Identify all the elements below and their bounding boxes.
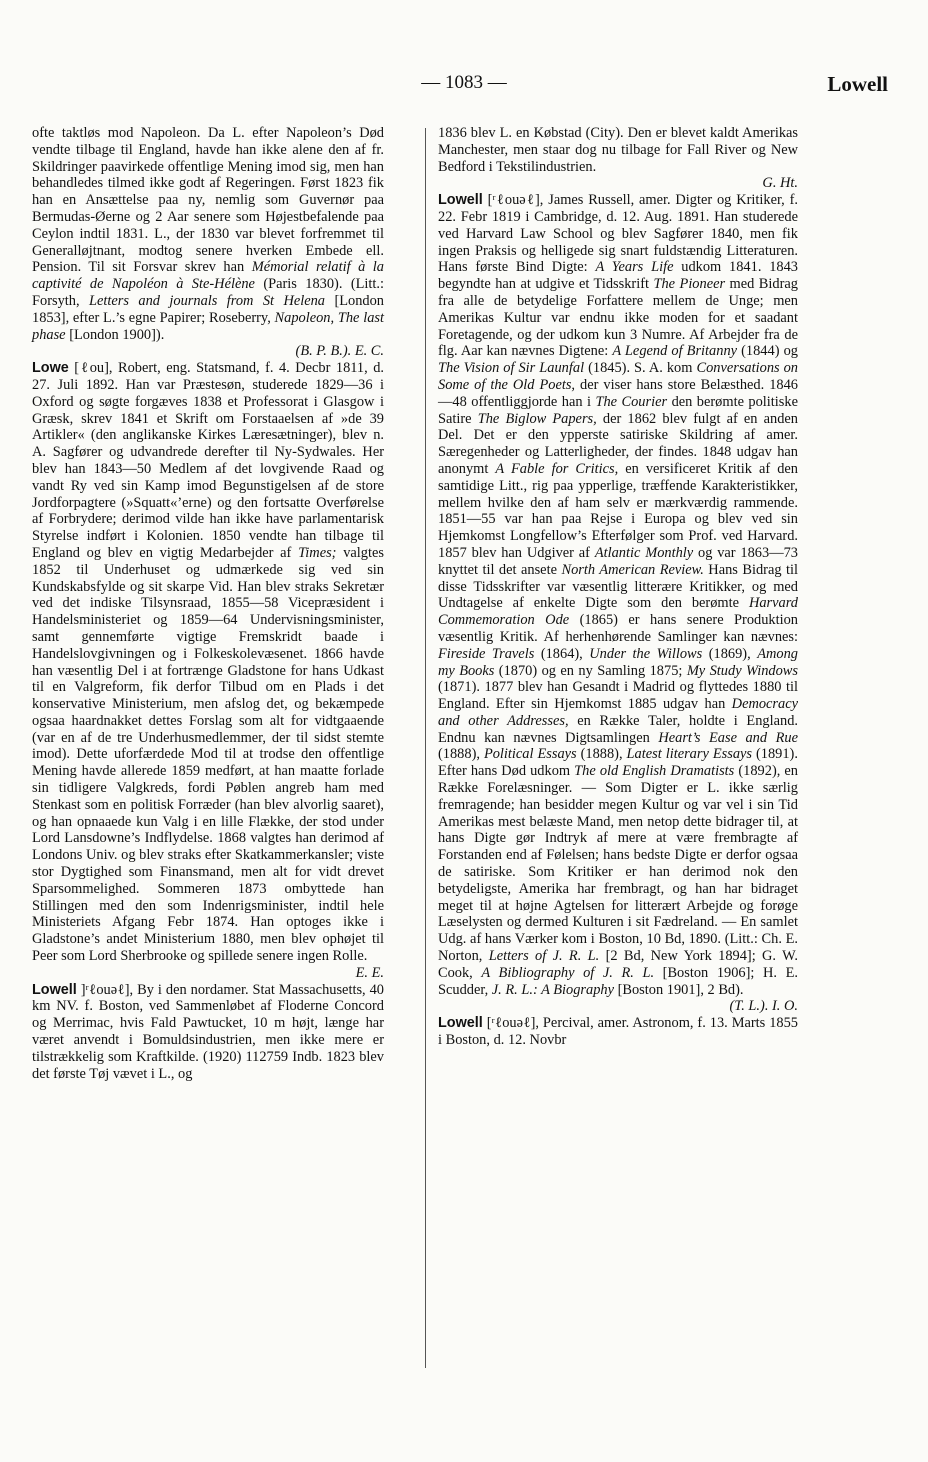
running-head: Lowell (827, 72, 888, 96)
entry-percival-lowell: Lowell [ʳℓouəℓ], Percival, amer. Astronom, f. 13. Marts 1855 i Boston, d. 12. Novbr (438, 1015, 798, 1049)
page-number: — 1083 — (421, 72, 507, 93)
signature: E. E. (355, 964, 384, 981)
entry-lowell-city: Lowell ]ʳℓouəℓ], By i den nordamer. Stat Massachusetts, 40 km NV. f. Boston, ved Sammenløbet af Floderne Concord og Merrimac, hvis Fald Pawtucket, 10 m højt, længe har været anvendt i Bomuldsindustrien, men ikke mere er tilstrækkelig som Kraftkilde. (1920) 112759 Indb. 1823 blev det første Tøj vævet i L., og (32, 981, 385, 1082)
signature: G. Ht. (762, 175, 798, 192)
headword: Lowell (438, 1015, 483, 1032)
headword: Lowe (32, 360, 69, 377)
entry-lowe: Lowe [ℓou], Robert, eng. Statsmand, f. 4. Decbr 1811, d. 27. Juli 1892. Han var Præstesøn, studerede 1829—36 i Oxford og søgte forgæves 1838 et Professorat i Glasgow i Græsk, skrev 1841 et Skrift om Forstaaelsen af »de 39 Artikler« (den anglikanske Kirkes Læresætninger), blev n. A. Sagfører og udvandrede derefter til Ny-Sydwales. Her blev han 1843—50 Medlem af det lovgivende Raad og vandt Ry ved sin Kamp imod Begunstigelsen af de store Jordforpagtere (»Squatt«’erne) og den fortsatte Overførelse af Forbrydere; derimod vilde han ikke have parlamentarisk Styrelse indført i Kolonien. 1850 vendte han tilbage til England og blev en vigtig Medarbejder af Times; valgtes 1852 til Underhuset og udmærkede sig ved sin Kundskabsfylde og sit skarpe Vid. Han blev straks Sekretær ved det indiske Tilsynsraad, 1855—58 Vicepræsident i Handelsministeriet og 1859—64 Undervisningsminister, samt gennemførte vigtige Fremskridt baade i Handelslovgivningen og i Folkeskolevæsenet. 1866 havde han væsentlig Del i at fortrænge Gladstone for hans Udkast til en Valgreform, fik derfor Tilbud om en Plads i det konservative Ministerium, men afslog det, og bekæmpede ogsaa haardnakket dettes Forslag som alt for vidtgaaende (var en af de tre Underhusmedlemmer, der til sidst stemte imod). Dette uforfærdede Mod til at trodse den offentlige Mening havde allerede 1859 medført, at han maatte forlade sin tidligere Valgkreds, fordi Pøblen angreb ham med Stenkast som en politisk Forræder (han blev alvorlig saaret), og han opnaaede kun Valg i en lille Flække, der stod under Lord Lansdowne’s Indflydelse. 1868 valgtes han derimod af Londons Univ. og blev straks efter Skatkammerkansler; viste stor Dygtighed som Finansmand, men alt for vidt drevet Sparsommelighed. Sommeren 1873 ombyttede han Stillingen med den som Indenrigsminister, indtil hele Ministeriets Afgang Febr 1874. Han optoges ikke i Gladstone’s andet Ministerium 1880, men blev ophøjet til Peer som Lord Sherbrooke og spillede senere ingen Rolle. (32, 360, 384, 965)
column-divider (425, 128, 426, 1368)
napoleon-continuation: ofte taktløs mod Napoleon. Da L. efter Napoleon’s Død vendte tilbage til England, havde han ikke alene den af fr. Skildringer paavirkede offentlige Mening imod sig, men han behandledes tilmed ikke godt af Regeringen. Først 1823 fik han en Ansættelse paa ny, nemlig som Guvernør paa Bermudas-Øerne og 2 Aar senere som Højestbefalende paa Ceylon indtil 1831. L., der 1830 var blevet forfremmet til Generalløjtnant, modtog senere hverken Embede ell. Pension. Til sit Forsvar skrev han Mémorial relatif à la captivité de Napoléon à Ste-Hélène (Paris 1830). (Litt.: Forsyth, Letters and journals from St Helena [London 1853], efter L.’s egne Papirer; Roseberry, Napoleon, The last phase [London 1900]). (32, 125, 384, 343)
signature: (B. P. B.). E. C. (295, 343, 384, 360)
signature: (T. L.). I. O. (729, 998, 798, 1015)
entry-james-russell-lowell: Lowell [ʳℓouəℓ], James Russell, amer. Digter og Kritiker, f. 22. Febr 1819 i Cambridge, d. 12. Aug. 1891. Han studerede ved Harvard Law School og blev Sagfører 1840, men fik ingen Praksis og helligede sig snart fuldstændig Litteraturen. Hans første Bind Digte: A Years Life udkom 1841. 1843 begyndte han at udgive et Tidsskrift The Pioneer med Bidrag fra alle de betydelige Forfattere mellem de Unge; men Amerikas Kultur var endnu ikke moden for et saadant Foretagende, og der udkom kun 3 Numre. Af Arbejder fra de flg. Aar kan nævnes Digtene: A Legend of Britanny (1844) og The Vision of Sir Launfal (1845). S. A. kom Conversations on Some of the Old Poets, der viser hans store Belæsthed. 1846—48 offentliggjorde han i The Courier den berømte politiske Satire The Biglow Papers, der 1862 blev fulgt af en anden Del. Det er den ypperste satiriske Skildring af amer. Særegenheder og Latterligheder, der findes. 1848 udgav han anonymt A Fable for Critics, en versificeret Kritik af den samtidige Litt., rig paa ypperlige, træffende Karakteristikker, mellem hvilke den af ham selv er mærkværdig rammende. 1851—55 var han paa Rejse i Europa og blev ved sin Hjemkomst Longfellow’s Efterfølger som Prof. ved Harvard. 1857 blev han Udgiver af Atlantic Monthly og var 1863—73 knyttet til det ansete North American Review. Hans Bidrag til disse Tidsskrifter var væsentlig litterære Kritikker, og med Undtagelse af enkelte Digte som den berømte Harvard Commemoration Ode (1865) er hans senere Produktion væsentlig Kritik. Af herhenhørende Samlinger kan nævnes: Fireside Travels (1864), Under the Willows (1869), Among my Books (1870) og en ny Samling 1875; My Study Windows (1871). 1877 blev han Gesandt i Madrid og flyttedes 1880 til England. Efter sin Hjemkomst 1885 udgav han Democracy and other Addresses, en Række Taler, holdte i England. Endnu kan nævnes Digtsamlingen Heart’s Ease and Rue (1888), Political Essays (1888), Latest literary Essays (1891). Efter hans Død udkom The old English Dramatists (1892), en Række Forelæsninger. — Som Digter er L. ikke særlig fremragende; han besidder megen Kultur og var vel i sin Tid Amerikas mest belæste Mand, men netop dette bidrager til, at hans Digte gør Indtryk af mere at være frembragte af Forstanden end af Følelsen; hans bedste Digte er derfor ogsaa de satiriske. Som Kritiker er han derimod nok den betydeligste, Amerika har frembragt, og han har bidraget meget til at højne Agtelsen for litterært Arbejde og forøge Læselysten og dermed Kulturen i sit Fædreland. — En samlet Udg. af hans Værker kom i Boston, 10 Bd, 1890. (Litt.: Ch. E. Norton, Letters of J. R. L. [2 Bd, New York 1894]; G. W. Cook, A Bibliography of J. R. L. [Boston 1906]; H. E. Scudder, J. R. L.: A Biography [Boston 1901], 2 Bd). (438, 192, 799, 998)
right-column (438, 125, 798, 1049)
left-column (32, 125, 384, 1082)
page-header (40, 72, 888, 104)
headword: Lowell (32, 981, 77, 998)
lowell-city-continuation: 1836 blev L. en Købstad (City). Den er blevet kaldt Amerikas Manchester, men staar dog nu tilbage for Fall River og New Bedford i Tekstilindustrien. (438, 125, 798, 175)
headword: Lowell (438, 192, 483, 209)
